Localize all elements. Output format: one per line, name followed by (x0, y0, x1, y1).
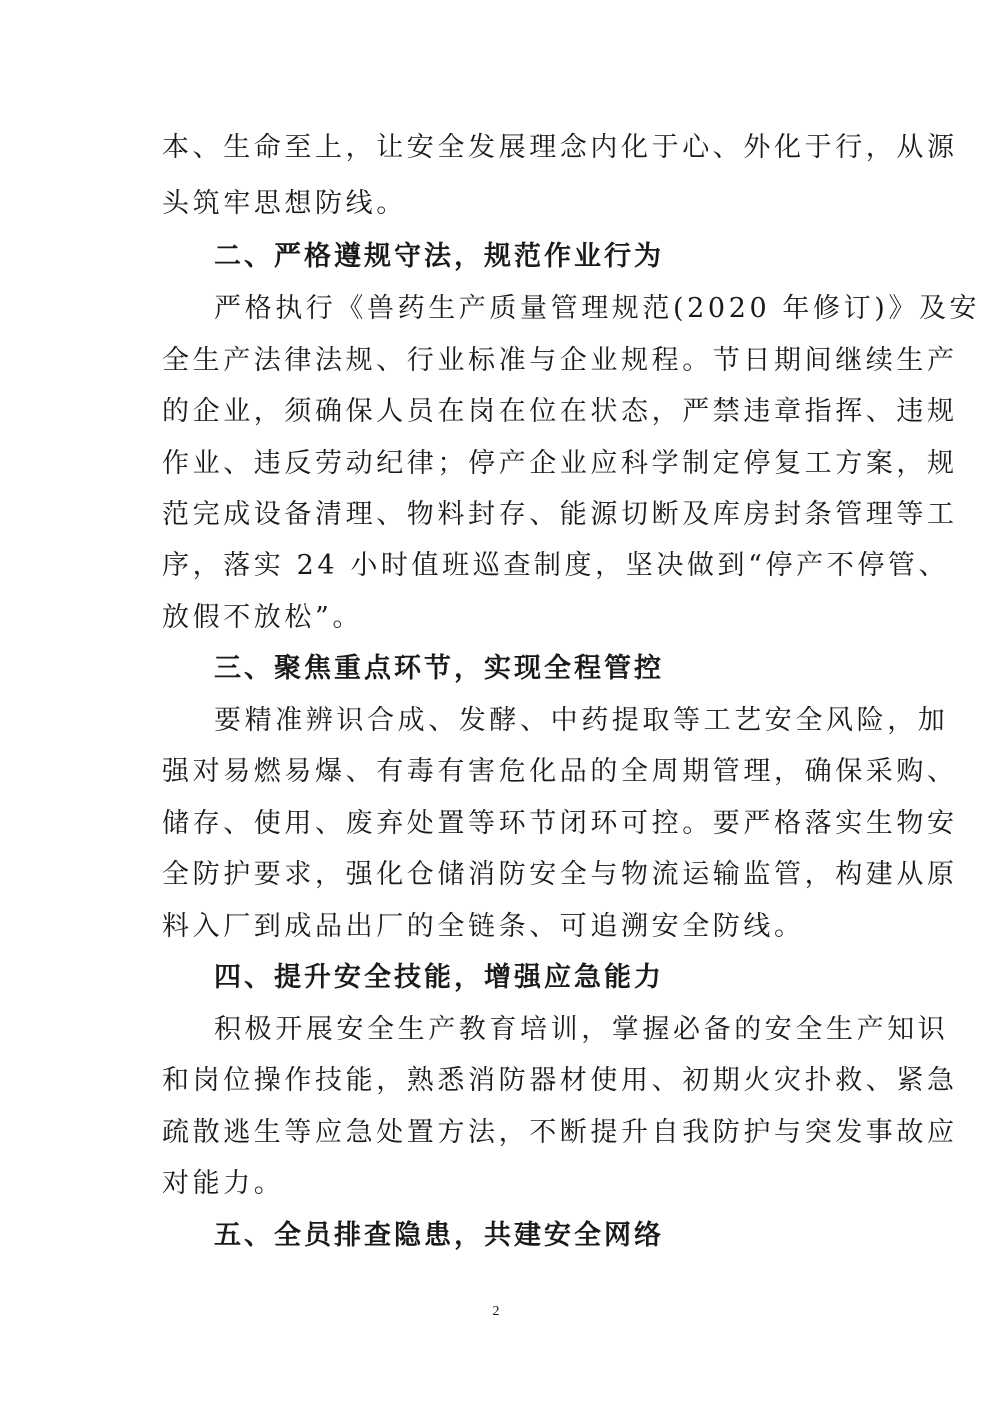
section-heading-2: 二、严格遵规守法，规范作业行为 (214, 241, 664, 272)
paragraph-line: 头筑牢思想防线。 (162, 188, 407, 219)
paragraph-line: 和岗位操作技能，熟悉消防器材使用、初期火灾扑救、紧急 (162, 1065, 958, 1096)
paragraph-line: 严格执行《兽药生产质量管理规范(2020 年修订)》及安 (214, 293, 981, 324)
paragraph-line: 范完成设备清理、物料封存、能源切断及库房封条管理等工 (162, 499, 958, 530)
paragraph-line: 的企业，须确保人员在岗在位在状态，严禁违章指挥、违规 (162, 396, 958, 427)
paragraph-line: 本、生命至上，让安全发展理念内化于心、外化于行，从源 (162, 132, 958, 163)
paragraph-line: 放假不放松”。 (162, 602, 364, 633)
paragraph-line: 对能力。 (162, 1168, 285, 1199)
paragraph-line: 储存、使用、废弃处置等环节闭环可控。要严格落实生物安 (162, 808, 958, 839)
paragraph-line: 作业、违反劳动纪律；停产企业应科学制定停复工方案，规 (162, 448, 958, 479)
paragraph-line: 料入厂到成品出厂的全链条、可追溯安全防线。 (162, 911, 805, 942)
paragraph-line: 全防护要求，强化仓储消防安全与物流运输监管，构建从原 (162, 859, 958, 890)
section-heading-4: 四、提升安全技能，增强应急能力 (214, 962, 664, 993)
section-heading-5: 五、全员排查隐患，共建安全网络 (214, 1220, 664, 1251)
paragraph-line: 积极开展安全生产教育培训，掌握必备的安全生产知识 (214, 1014, 949, 1045)
paragraph-line: 强对易燃易爆、有毒有害危化品的全周期管理，确保采购、 (162, 756, 958, 787)
section-heading-3: 三、聚焦重点环节，实现全程管控 (214, 653, 664, 684)
paragraph-line: 全生产法律法规、行业标准与企业规程。节日期间继续生产 (162, 345, 958, 376)
paragraph-line: 要精准辨识合成、发酵、中药提取等工艺安全风险，加 (214, 705, 949, 736)
page-number: 2 (492, 1304, 500, 1319)
paragraph-line: 疏散逃生等应急处置方法，不断提升自我防护与突发事故应 (162, 1117, 958, 1148)
paragraph-line: 序，落实 24 小时值班巡查制度，坚决做到“停产不停管、 (162, 550, 950, 581)
